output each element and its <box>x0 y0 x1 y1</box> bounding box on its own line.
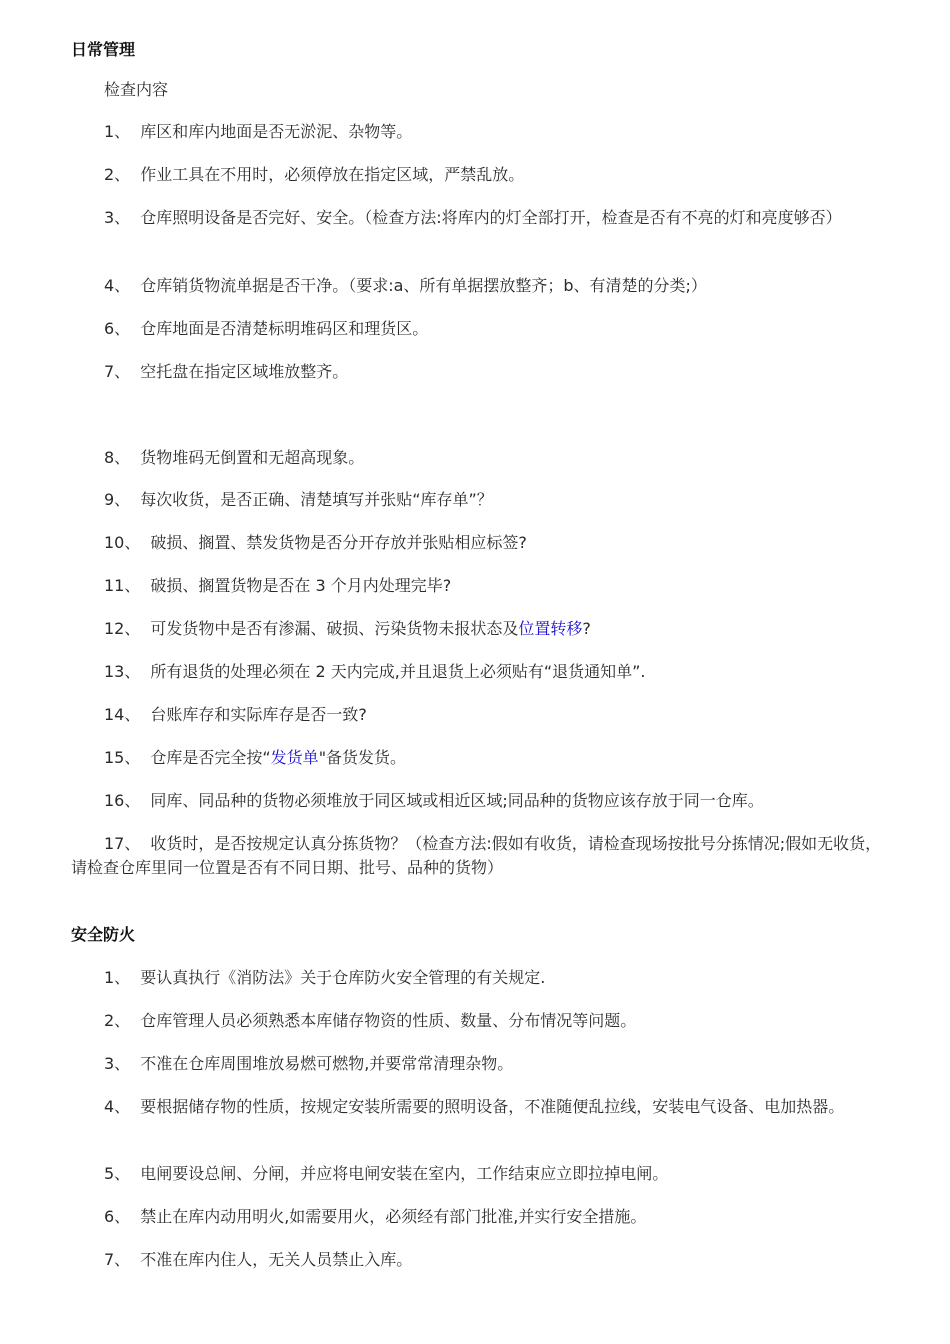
list-item <box>71 531 896 555</box>
item-text: 台账库存和实际库存是否一致? <box>150 705 367 724</box>
item-number: 6、 <box>104 1207 131 1226</box>
list-item <box>71 703 896 727</box>
item-number: 16、 <box>104 791 141 810</box>
item-number: 4、 <box>104 276 131 295</box>
list-item <box>71 360 896 384</box>
item-number: 2、 <box>104 165 131 184</box>
list-item <box>71 660 896 684</box>
item-number: 7、 <box>104 362 131 381</box>
item-text: 要认真执行《消防法》关于仓库防火安全管理的有关规定. <box>140 968 546 987</box>
item-text: 仓库照明设备是否完好、安全。（检查方法:将库内的灯全部打开，检查是否有不亮的灯和亮度够否） <box>140 208 842 227</box>
item-number: 1、 <box>104 968 131 987</box>
item-number: 3、 <box>104 208 131 227</box>
item-text: 仓库是否完全按“ <box>150 748 271 767</box>
item-number: 7、 <box>104 1250 131 1269</box>
section-title-fire-safety: 安全防火 <box>71 925 136 944</box>
item-text: 不准在库内住人，无关人员禁止入库。 <box>140 1250 413 1269</box>
list-item <box>71 206 896 230</box>
item-text: 要根据储存物的性质，按规定安装所需要的照明设备，不准随便乱拉线，安装电气设备、电加热器。 <box>140 1097 845 1116</box>
item-number: 17、 <box>104 834 141 853</box>
list-item <box>71 1162 896 1186</box>
list-item <box>71 1205 896 1229</box>
item-number: 2、 <box>104 1011 131 1030</box>
item-number: 10、 <box>104 533 141 552</box>
item-text: 禁止在库内动用明火,如需要用火，必须经有部门批准,并实行安全措施。 <box>140 1207 647 1226</box>
item-number: 1、 <box>104 122 131 141</box>
item-number: 14、 <box>104 705 141 724</box>
check-content-label: 检查内容 <box>104 80 169 99</box>
list-item <box>71 574 896 598</box>
item-number: 13、 <box>104 662 141 681</box>
item-text: 收货时，是否按规定认真分拣货物？（检查方法:假如有收货，请检查现场按批号分拣情况;假如无收货，请检查仓库里同一位置是否有不同日期、批号、品种的货物） <box>71 834 882 877</box>
section-title-daily-management: 日常管理 <box>71 40 136 59</box>
list-item <box>71 746 896 770</box>
item-number: 8、 <box>104 448 131 467</box>
item-number: 6、 <box>104 319 131 338</box>
list-item <box>71 1095 896 1119</box>
item-text-suffix: ? <box>582 619 591 638</box>
item-text: 不准在仓库周围堆放易燃可燃物,并要常常清理杂物。 <box>140 1054 514 1073</box>
delivery-note-link[interactable]: 发货单 <box>270 748 319 767</box>
item-text: 仓库地面是否清楚标明堆码区和理货区。 <box>140 319 429 338</box>
item-text: 破损、搁置、禁发货物是否分开存放并张贴相应标签? <box>150 533 527 552</box>
item-number: 11、 <box>104 576 141 595</box>
list-item <box>71 120 896 144</box>
item-text: 货物堆码无倒置和无超高现象。 <box>140 448 365 467</box>
item-number: 5、 <box>104 1164 131 1183</box>
list-item <box>71 832 896 880</box>
item-text: 破损、搁置货物是否在 3 个月内处理完毕? <box>150 576 452 595</box>
item-number: 12、 <box>104 619 141 638</box>
list-item <box>71 488 896 512</box>
item-text: 所有退货的处理必须在 2 天内完成,并且退货上必须贴有“退货通知单”. <box>150 662 646 681</box>
item-text: 库区和库内地面是否无淤泥、杂物等。 <box>140 122 413 141</box>
item-text: 仓库管理人员必须熟悉本库储存物资的性质、数量、分布情况等问题。 <box>140 1011 637 1030</box>
list-item <box>71 1009 896 1033</box>
position-transfer-link[interactable]: 位置转移 <box>518 619 583 638</box>
list-item <box>71 789 896 813</box>
list-item <box>71 1052 896 1076</box>
item-text: 作业工具在不用时，必须停放在指定区域，严禁乱放。 <box>140 165 525 184</box>
list-item <box>71 446 896 470</box>
list-item <box>71 966 896 990</box>
item-number: 15、 <box>104 748 141 767</box>
item-number: 4、 <box>104 1097 131 1116</box>
item-number: 9、 <box>104 490 131 509</box>
item-text: 电闸要设总闸、分闸，并应将电闸安装在室内，工作结束应立即拉掉电闸。 <box>140 1164 669 1183</box>
item-number: 3、 <box>104 1054 131 1073</box>
item-text-suffix: "备货发货。 <box>318 748 407 767</box>
list-item <box>71 617 896 641</box>
list-item <box>71 317 896 341</box>
item-text: 每次收货，是否正确、清楚填写并张贴“库存单”？ <box>140 490 493 509</box>
list-item <box>71 274 896 298</box>
item-text: 可发货物中是否有渗漏、破损、污染货物未报状态及 <box>150 619 519 638</box>
list-item <box>71 1248 896 1272</box>
item-text: 仓库销货物流单据是否干净。（要求:a、所有单据摆放整齐；b、有清楚的分类;） <box>140 276 707 295</box>
list-item <box>71 163 896 187</box>
item-text: 同库、同品种的货物必须堆放于同区域或相近区域;同品种的货物应该存放于同一仓库。 <box>150 791 764 810</box>
item-text: 空托盘在指定区域堆放整齐。 <box>140 362 349 381</box>
